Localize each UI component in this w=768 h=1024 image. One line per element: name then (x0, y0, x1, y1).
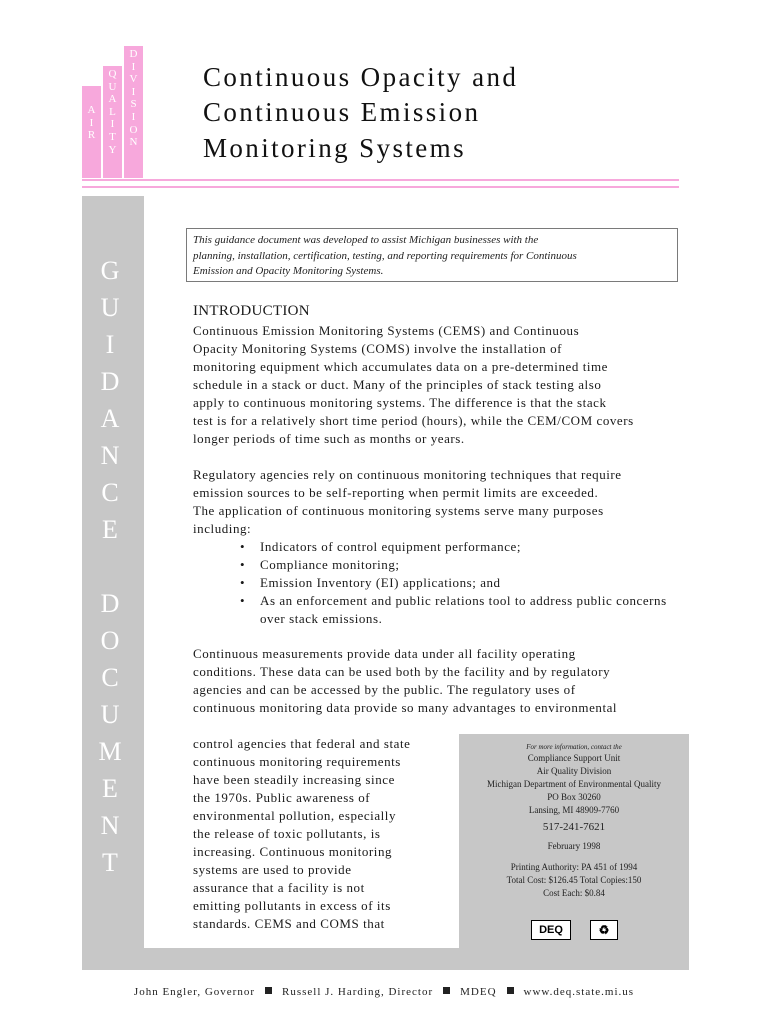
sidebar-letter: N (100, 811, 120, 840)
deq-logo: DEQ (531, 920, 571, 940)
printing-authority: Printing Authority: PA 451 of 1994 (510, 862, 638, 872)
paragraph-line: environmental pollution, especially (193, 808, 397, 823)
paragraph-line: continuous monitoring data provide so many advantages to environmental (193, 700, 618, 715)
contact-intro: For more information, contact the (526, 743, 622, 751)
sidebar-letter: E (102, 774, 118, 803)
contact-city: Lansing, MI 48909-7760 (528, 805, 620, 815)
list-item: • Compliance monitoring; (240, 556, 680, 574)
sidebar-letter: D (100, 589, 120, 618)
footer-agency: MDEQ (460, 986, 497, 998)
publication-date: February 1998 (547, 841, 601, 851)
paragraph-line: Continuous measurements provide data under all facility operating (193, 646, 576, 661)
footer-governor: John Engler, Governor (133, 986, 255, 998)
document-title-line-2: Continuous Emission (203, 97, 481, 127)
paragraph-3 (193, 645, 688, 717)
division-letter: D (129, 48, 138, 60)
sidebar-letter: C (101, 478, 119, 507)
paragraph-line: agencies and can be accessed by the public. The regulatory uses of (193, 682, 576, 697)
purpose-bullet-list (240, 538, 680, 628)
paragraph-4 (193, 735, 445, 933)
cost-each: Cost Each: $0.84 (543, 888, 605, 898)
paragraph-line: control agencies that federal and state (193, 736, 411, 751)
paragraph-2 (193, 466, 688, 538)
paragraph-line: standards. CEMS and COMS that (193, 916, 385, 931)
sidebar-letter: D (100, 367, 120, 396)
sidebar-letter: T (102, 848, 118, 877)
air-letter: I (89, 116, 94, 129)
document-title-line-1: Continuous Opacity and (203, 62, 519, 92)
quality-letter: U (108, 80, 117, 93)
paragraph-line: apply to continuous monitoring systems. The difference is that the stack (193, 395, 607, 410)
air-letter: A (87, 104, 96, 116)
paragraph-line: conditions. These data can be used both by the facility and by regulatory (193, 664, 611, 679)
paragraph-line: including: (193, 521, 252, 536)
paragraph-1 (193, 322, 688, 448)
paragraph-line: Opacity Monitoring Systems (COMS) involve the installation of (193, 341, 562, 356)
paragraph-line: schedule in a stack or duct. Many of the principles of stack testing also (193, 377, 602, 392)
sidebar-letter: E (102, 515, 118, 544)
paragraph-line: the 1970s. Public awareness of (193, 790, 371, 805)
quality-letter: T (109, 130, 116, 143)
paragraph-line: systems are used to provide (193, 862, 352, 877)
paragraph-line: Regulatory agencies rely on continuous monitoring techniques that require (193, 467, 622, 482)
footer-director: Russell J. Harding, Director (282, 986, 434, 998)
sidebar-letter: I (105, 330, 115, 359)
footer-website-link[interactable]: www.deq.state.mi.us (523, 986, 635, 998)
division-letter: V (129, 73, 138, 86)
paragraph-line: continuous monitoring requirements (193, 754, 401, 769)
header-divider-bottom (82, 186, 679, 188)
quality-letter: Y (108, 143, 117, 156)
quality-letter: L (109, 105, 116, 118)
section-heading: INTRODUCTION (193, 303, 310, 319)
contact-phone: 517-241-7621 (542, 821, 606, 833)
paragraph-line: the release of toxic pollutants, is (193, 826, 381, 841)
division-letter: I (131, 85, 136, 98)
footer (0, 986, 768, 998)
list-item: • As an enforcement and public relations tool to address public concerns over stack emissions. (240, 592, 680, 628)
division-label-bar (124, 46, 143, 178)
separator-square-icon (265, 987, 272, 994)
summary-line: This guidance document was developed to assist Michigan businesses with the (193, 234, 539, 246)
header-divider-top (82, 179, 679, 181)
sidebar-letter: O (100, 626, 120, 655)
sidebar-letter: U (100, 700, 120, 729)
division-letter: O (129, 123, 138, 136)
sidebar-letter: C (101, 663, 119, 692)
paragraph-line: increasing. Continuous monitoring (193, 844, 393, 859)
list-item: • Indicators of control equipment performance; (240, 538, 680, 556)
paragraph-line: monitoring equipment which accumulates data on a pre-determined time (193, 359, 608, 374)
quality-label-bar (103, 66, 122, 178)
separator-square-icon (443, 987, 450, 994)
contact-department: Michigan Department of Environmental Quality (487, 779, 661, 789)
paragraph-line: emission sources to be self-reporting when permit limits are exceeded. (193, 485, 599, 500)
document-title-line-3: Monitoring Systems (203, 133, 466, 163)
list-item: • Emission Inventory (EI) applications; and (240, 574, 680, 592)
contact-info-box (459, 734, 689, 948)
sidebar-letter: M (98, 737, 122, 766)
paragraph-line: The application of continuous monitoring systems serve many purposes (193, 503, 604, 518)
contact-division: Air Quality Division (536, 766, 612, 776)
sidebar-letter: N (100, 441, 120, 470)
division-letter: I (131, 110, 136, 123)
contact-po-box: PO Box 30260 (547, 792, 601, 802)
sidebar-letter: U (100, 293, 120, 322)
paragraph-line: have been steadily increasing since (193, 772, 395, 787)
division-letter: I (131, 60, 136, 73)
division-letter: N (129, 136, 138, 149)
paragraph-line: test is for a relatively short time period (hours), while the CEM/COM covers (193, 413, 634, 428)
quality-letter: Q (108, 68, 117, 80)
division-letter: S (130, 98, 137, 111)
air-label-bar (82, 86, 101, 178)
sidebar-letter: G (100, 256, 120, 285)
contact-unit: Compliance Support Unit (527, 753, 621, 763)
summary-line: Emission and Opacity Monitoring Systems. (193, 265, 384, 277)
paragraph-line: Continuous Emission Monitoring Systems (CEMS) and Continuous (193, 323, 580, 338)
air-letter: R (87, 129, 96, 142)
separator-square-icon (507, 987, 514, 994)
paragraph-line: longer periods of time such as months or years. (193, 431, 465, 446)
guidance-summary-box (186, 228, 678, 282)
paragraph-line: emitting pollutants in excess of its (193, 898, 391, 913)
quality-letter: I (110, 118, 115, 131)
printing-cost: Total Cost: $126.45 Total Copies:150 (506, 875, 642, 885)
quality-letter: A (108, 93, 117, 106)
paragraph-line: assurance that a facility is not (193, 880, 365, 895)
summary-line: planning, installation, certification, testing, and reporting requirements for Continuous (193, 249, 577, 262)
recycle-icon: ♻ (590, 920, 618, 940)
sidebar-letter: A (100, 404, 120, 433)
